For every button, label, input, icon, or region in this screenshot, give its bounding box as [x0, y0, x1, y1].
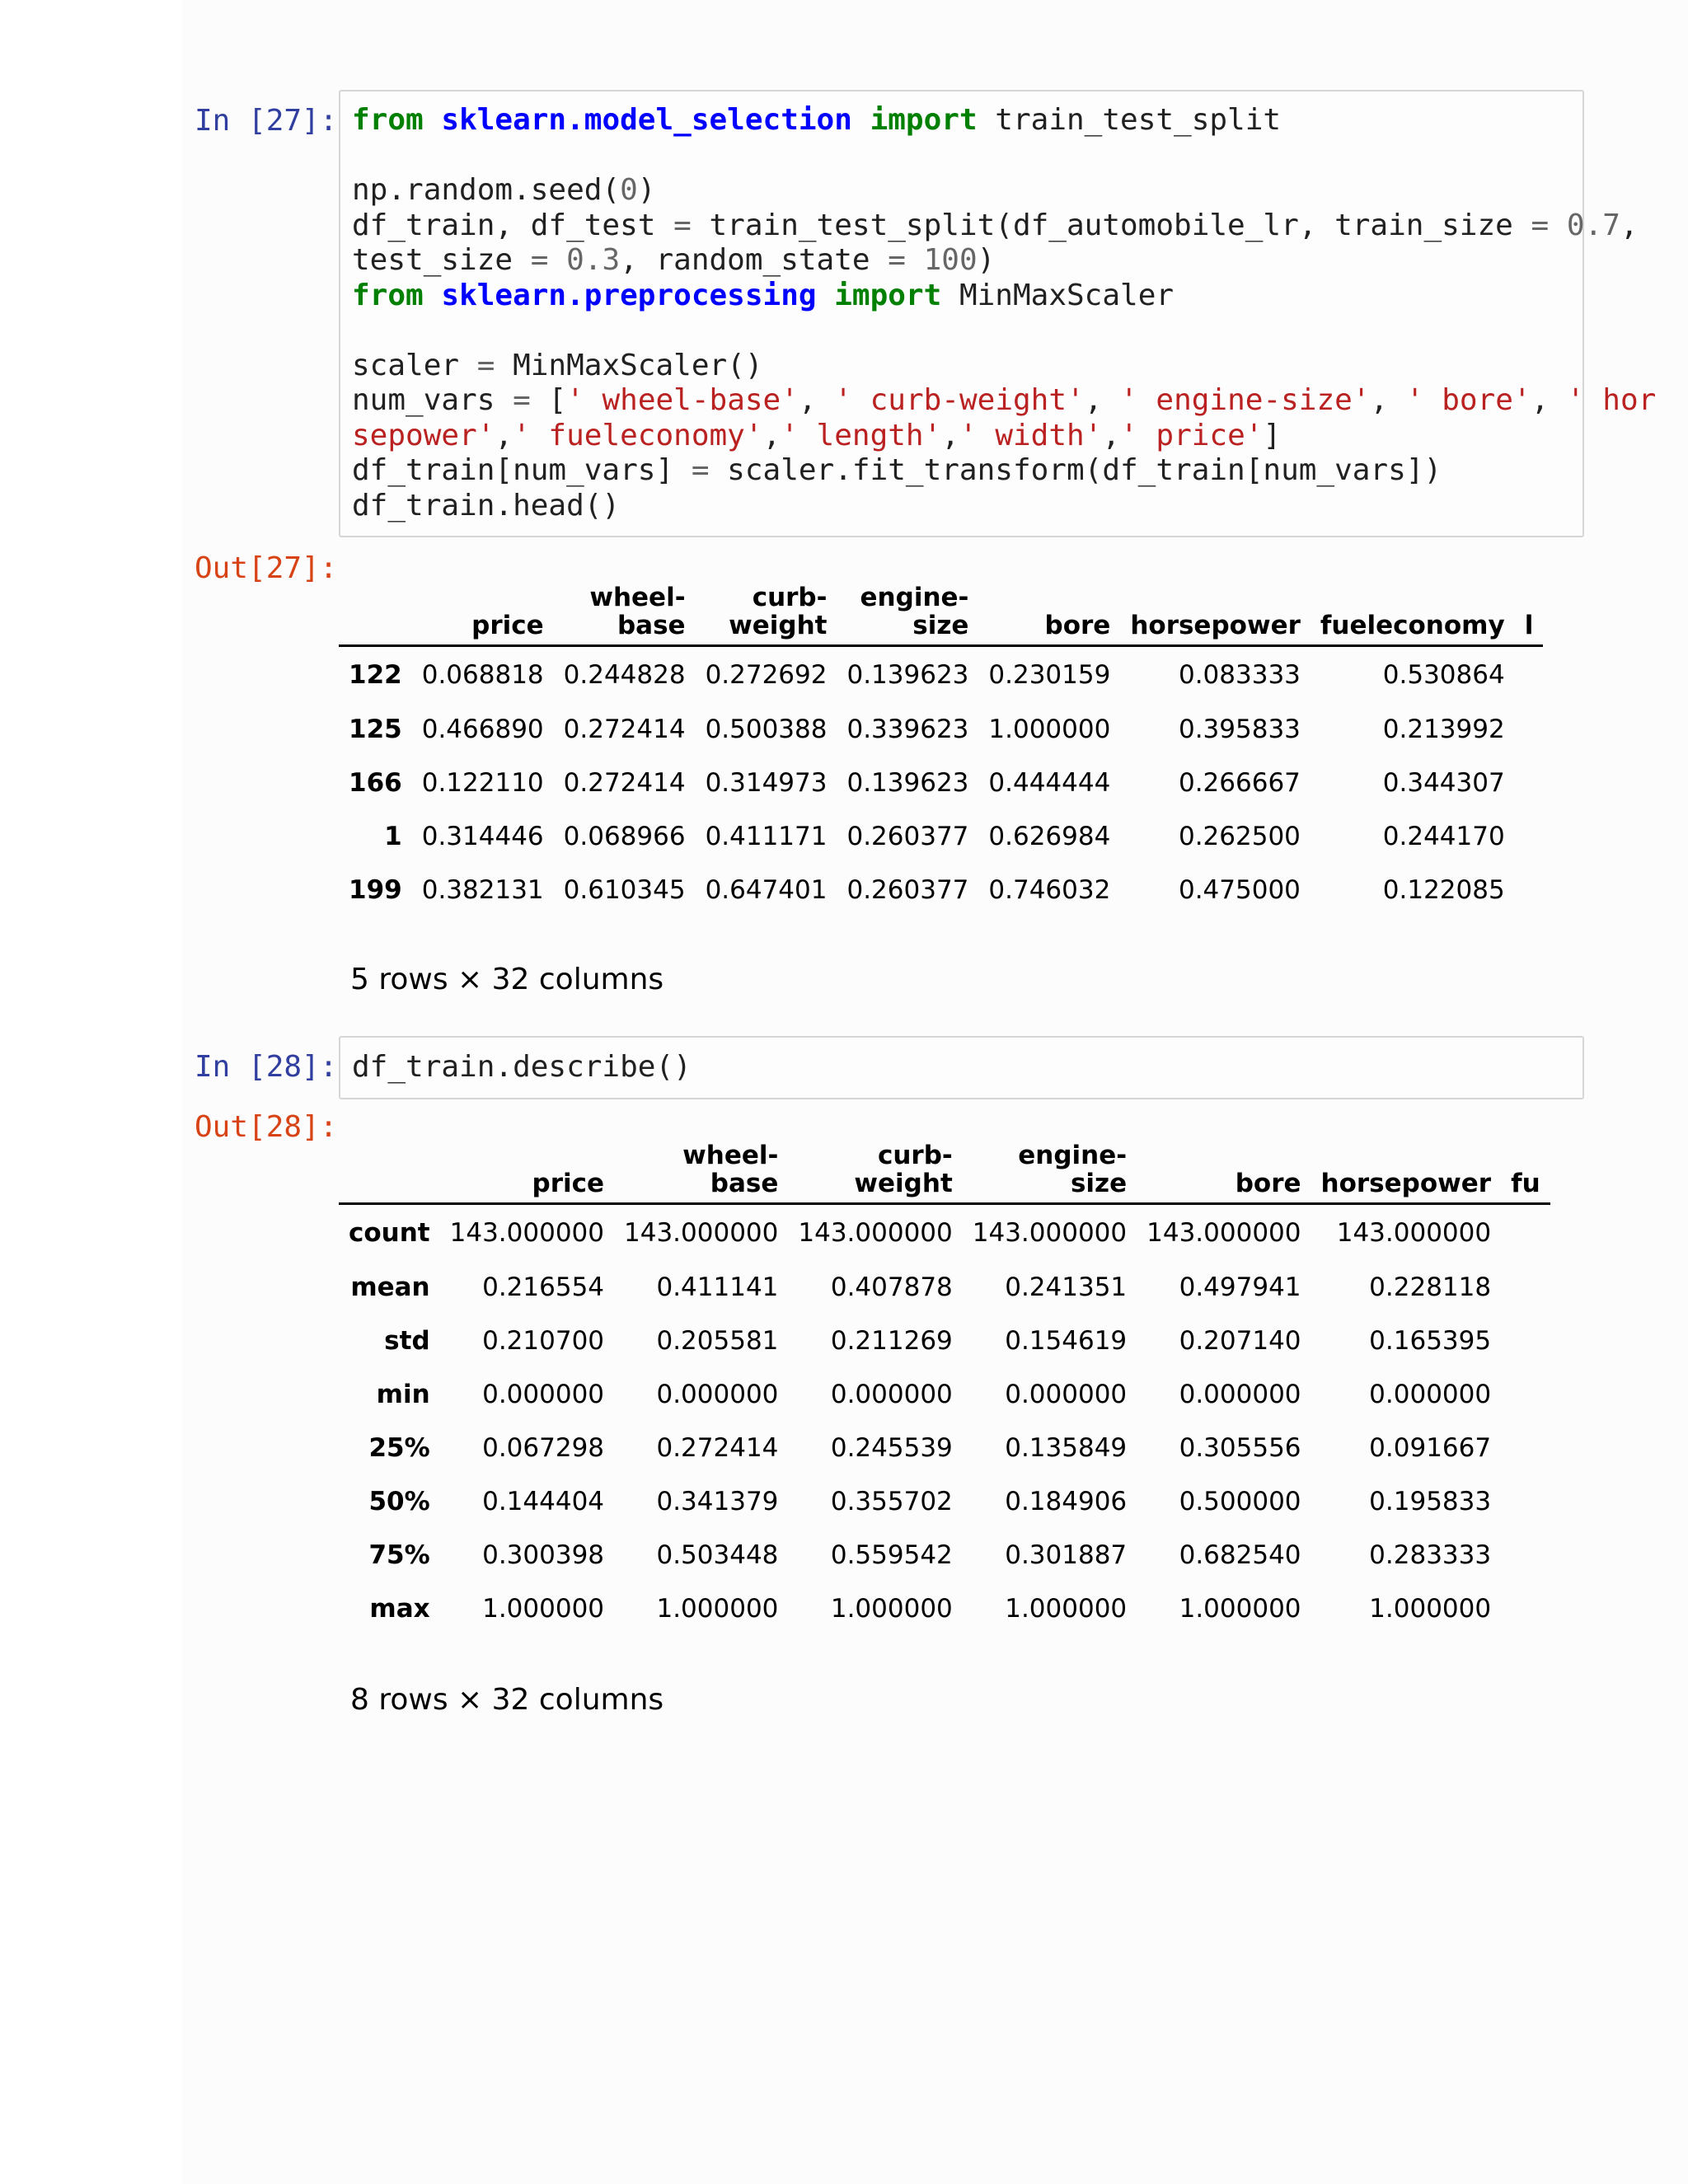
- row-index: 122: [349, 659, 402, 690]
- table-cell: 0.559542: [830, 1540, 953, 1570]
- table-row: [339, 1204, 1550, 1261]
- table-cell: 0.411141: [656, 1272, 779, 1302]
- table-cell: 1.000000: [482, 1594, 605, 1624]
- table-row: [339, 1582, 1550, 1636]
- table-cell: 0.000000: [656, 1380, 779, 1409]
- index-header: [339, 1141, 440, 1204]
- row-index: std: [384, 1326, 430, 1356]
- table-cell: 0.207140: [1179, 1326, 1301, 1356]
- table-cell: 0.213992: [1382, 715, 1505, 744]
- table-cell: 1.000000: [1179, 1594, 1301, 1624]
- table-cell: 0.305556: [1179, 1433, 1301, 1463]
- output-prompt-27: Out[27]:: [195, 551, 338, 585]
- table-cell: 0.339623: [846, 715, 969, 744]
- table-cell: 0.626984: [988, 822, 1111, 851]
- table-row: [339, 810, 1543, 864]
- table-cell: 0.154619: [1005, 1326, 1128, 1356]
- table-cell: 0.245539: [830, 1433, 953, 1463]
- row-index: 125: [349, 715, 402, 744]
- row-index: mean: [350, 1272, 430, 1302]
- table-cell: 0.300398: [482, 1540, 605, 1570]
- row-index: 50%: [368, 1487, 430, 1516]
- dataframe-output-27: [339, 583, 1584, 930]
- code-line: from sklearn.preprocessing import MinMaxScaler: [352, 278, 1175, 312]
- table-cell: 1.000000: [988, 715, 1111, 744]
- table-cell: 0.068818: [421, 659, 544, 690]
- table-cell: 143.000000: [972, 1217, 1128, 1248]
- row-index: 166: [349, 768, 402, 798]
- table-cell: 0.301887: [1005, 1540, 1128, 1570]
- table-cell: 0.068966: [563, 822, 686, 851]
- table-cell: 0.135849: [1005, 1433, 1128, 1463]
- code-line: num_vars = [' wheel-base', ' curb-weight', ' engine-size', ' bore', ' hor: [352, 383, 1657, 417]
- table-cell: 0.144404: [482, 1487, 605, 1516]
- table-cell: 0.139623: [846, 659, 969, 690]
- dataframe-table: [339, 583, 1543, 917]
- column-header: price: [532, 1169, 605, 1198]
- table-cell: 143.000000: [1146, 1217, 1301, 1248]
- table-cell: 0.610345: [563, 875, 686, 905]
- dataframe-shape-summary: 5 rows × 32 columns: [350, 963, 664, 996]
- column-header: engine- size: [860, 583, 969, 640]
- table-row: [339, 864, 1543, 917]
- table-cell: 0.184906: [1005, 1487, 1128, 1516]
- output-prompt-28: Out[28]:: [195, 1110, 338, 1144]
- table-row: [339, 1368, 1550, 1422]
- table-row: [339, 646, 1543, 703]
- row-index: min: [376, 1380, 430, 1409]
- table-cell: 0.000000: [830, 1380, 953, 1409]
- table-cell: 0.228118: [1369, 1272, 1492, 1302]
- code-line: np.random.seed(0): [352, 173, 656, 207]
- table-cell: 0.395833: [1178, 715, 1301, 744]
- table-cell: 0.216554: [482, 1272, 605, 1302]
- table-cell: 0.266667: [1178, 768, 1301, 798]
- column-header: curb- weight: [729, 583, 828, 640]
- table-cell: 0.000000: [1005, 1380, 1128, 1409]
- table-cell: 0.272414: [656, 1433, 779, 1463]
- table-cell: 0.139623: [846, 768, 969, 798]
- table-cell: 0.503448: [656, 1540, 779, 1570]
- row-index: 199: [349, 875, 402, 905]
- column-header: fueleconomy: [1320, 611, 1505, 640]
- table-cell: 0.682540: [1179, 1540, 1301, 1570]
- table-cell: 0.260377: [846, 822, 969, 851]
- table-cell: 0.746032: [988, 875, 1111, 905]
- column-header: horsepower: [1130, 611, 1301, 640]
- table-cell: 143.000000: [449, 1217, 605, 1248]
- table-cell: 0.000000: [1369, 1380, 1492, 1409]
- table-cell: 0.344307: [1382, 768, 1505, 798]
- column-header: bore: [1235, 1169, 1301, 1198]
- table-row: [339, 757, 1543, 810]
- table-cell: 0.260377: [846, 875, 969, 905]
- table-row: [339, 1475, 1550, 1529]
- table-cell: 0.272692: [705, 659, 828, 690]
- table-cell: 0.272414: [563, 768, 686, 798]
- code-editor-27[interactable]: [352, 103, 1656, 523]
- table-cell: 0.407878: [830, 1272, 953, 1302]
- code-line: scaler = MinMaxScaler(): [352, 348, 763, 382]
- code-line: sepower',' fueleconomy',' length',' width',' price']: [352, 418, 1282, 452]
- table-cell: 0.195833: [1369, 1487, 1492, 1516]
- table-cell: 0.314973: [705, 768, 828, 798]
- table-cell: 0.091667: [1369, 1433, 1492, 1463]
- table-row: [339, 703, 1543, 757]
- input-prompt-28: In [28]:: [195, 1050, 338, 1084]
- table-row: [339, 1315, 1550, 1368]
- row-index: count: [349, 1217, 430, 1248]
- code-line: df_train.head(): [352, 488, 621, 523]
- column-header: wheel- base: [682, 1141, 779, 1198]
- dataframe-output-28: [339, 1141, 1584, 1652]
- table-cell: 0.230159: [988, 659, 1111, 690]
- table-row: [339, 1529, 1550, 1582]
- table-cell: 0.122110: [421, 768, 544, 798]
- table-cell: 0.241351: [1005, 1272, 1128, 1302]
- column-header: price: [471, 611, 544, 640]
- table-cell: 0.210700: [482, 1326, 605, 1356]
- table-row: [339, 1422, 1550, 1475]
- column-header: fu: [1511, 1169, 1540, 1198]
- table-cell: 0.083333: [1178, 659, 1301, 690]
- table-cell: 0.466890: [421, 715, 544, 744]
- table-row: [339, 1261, 1550, 1315]
- table-cell: 143.000000: [1336, 1217, 1492, 1248]
- column-header: bore: [1044, 611, 1111, 640]
- column-header: engine- size: [1018, 1141, 1128, 1198]
- table-cell: 0.000000: [482, 1380, 605, 1409]
- column-header: horsepower: [1320, 1169, 1492, 1198]
- code-line: df_train[num_vars] = scaler.fit_transform(df_train[num_vars]): [352, 453, 1442, 487]
- table-cell: 0.000000: [1179, 1380, 1301, 1409]
- row-index: 1: [384, 822, 402, 851]
- table-cell: 0.500000: [1179, 1487, 1301, 1516]
- code-line: test_size = 0.3, random_state = 100): [352, 243, 996, 277]
- table-cell: 0.205581: [656, 1326, 779, 1356]
- table-cell: 0.272414: [563, 715, 686, 744]
- dataframe-shape-summary: 8 rows × 32 columns: [350, 1683, 664, 1717]
- describe-table: [339, 1141, 1550, 1636]
- table-cell: 0.165395: [1369, 1326, 1492, 1356]
- table-cell: 0.444444: [988, 768, 1111, 798]
- table-cell: 1.000000: [656, 1594, 779, 1624]
- table-cell: 0.244828: [563, 659, 686, 690]
- table-cell: 0.341379: [656, 1487, 779, 1516]
- table-cell: 0.314446: [421, 822, 544, 851]
- row-index: 25%: [368, 1433, 430, 1463]
- table-cell: 0.382131: [421, 875, 544, 905]
- code-editor-28[interactable]: df_train.describe(): [352, 1050, 692, 1084]
- table-cell: 0.411171: [705, 822, 828, 851]
- table-cell: 0.211269: [830, 1326, 953, 1356]
- table-cell: 0.647401: [705, 875, 828, 905]
- table-cell: 143.000000: [624, 1217, 779, 1248]
- table-cell: 0.122085: [1382, 875, 1505, 905]
- table-cell: 0.262500: [1178, 822, 1301, 851]
- table-cell: 0.355702: [830, 1487, 953, 1516]
- table-cell: 1.000000: [830, 1594, 953, 1624]
- column-header: l: [1524, 611, 1534, 640]
- table-cell: 0.067298: [482, 1433, 605, 1463]
- table-cell: 1.000000: [1369, 1594, 1492, 1624]
- column-header: curb- weight: [854, 1141, 953, 1198]
- table-cell: 0.500388: [705, 715, 828, 744]
- input-prompt-27: In [27]:: [195, 104, 338, 138]
- table-cell: 0.497941: [1179, 1272, 1301, 1302]
- table-cell: 0.530864: [1382, 659, 1505, 690]
- table-cell: 0.244170: [1382, 822, 1505, 851]
- row-index: max: [369, 1594, 430, 1624]
- table-cell: 0.475000: [1178, 875, 1301, 905]
- code-line: from sklearn.model_selection import train_test_split: [352, 103, 1282, 137]
- index-header: [339, 583, 412, 646]
- row-index: 75%: [368, 1540, 430, 1570]
- table-cell: 143.000000: [798, 1217, 953, 1248]
- table-cell: 1.000000: [1005, 1594, 1128, 1624]
- table-cell: 0.283333: [1369, 1540, 1492, 1570]
- column-header: wheel- base: [589, 583, 686, 640]
- code-line: df_train, df_test = train_test_split(df_automobile_lr, train_size = 0.7,: [352, 208, 1639, 242]
